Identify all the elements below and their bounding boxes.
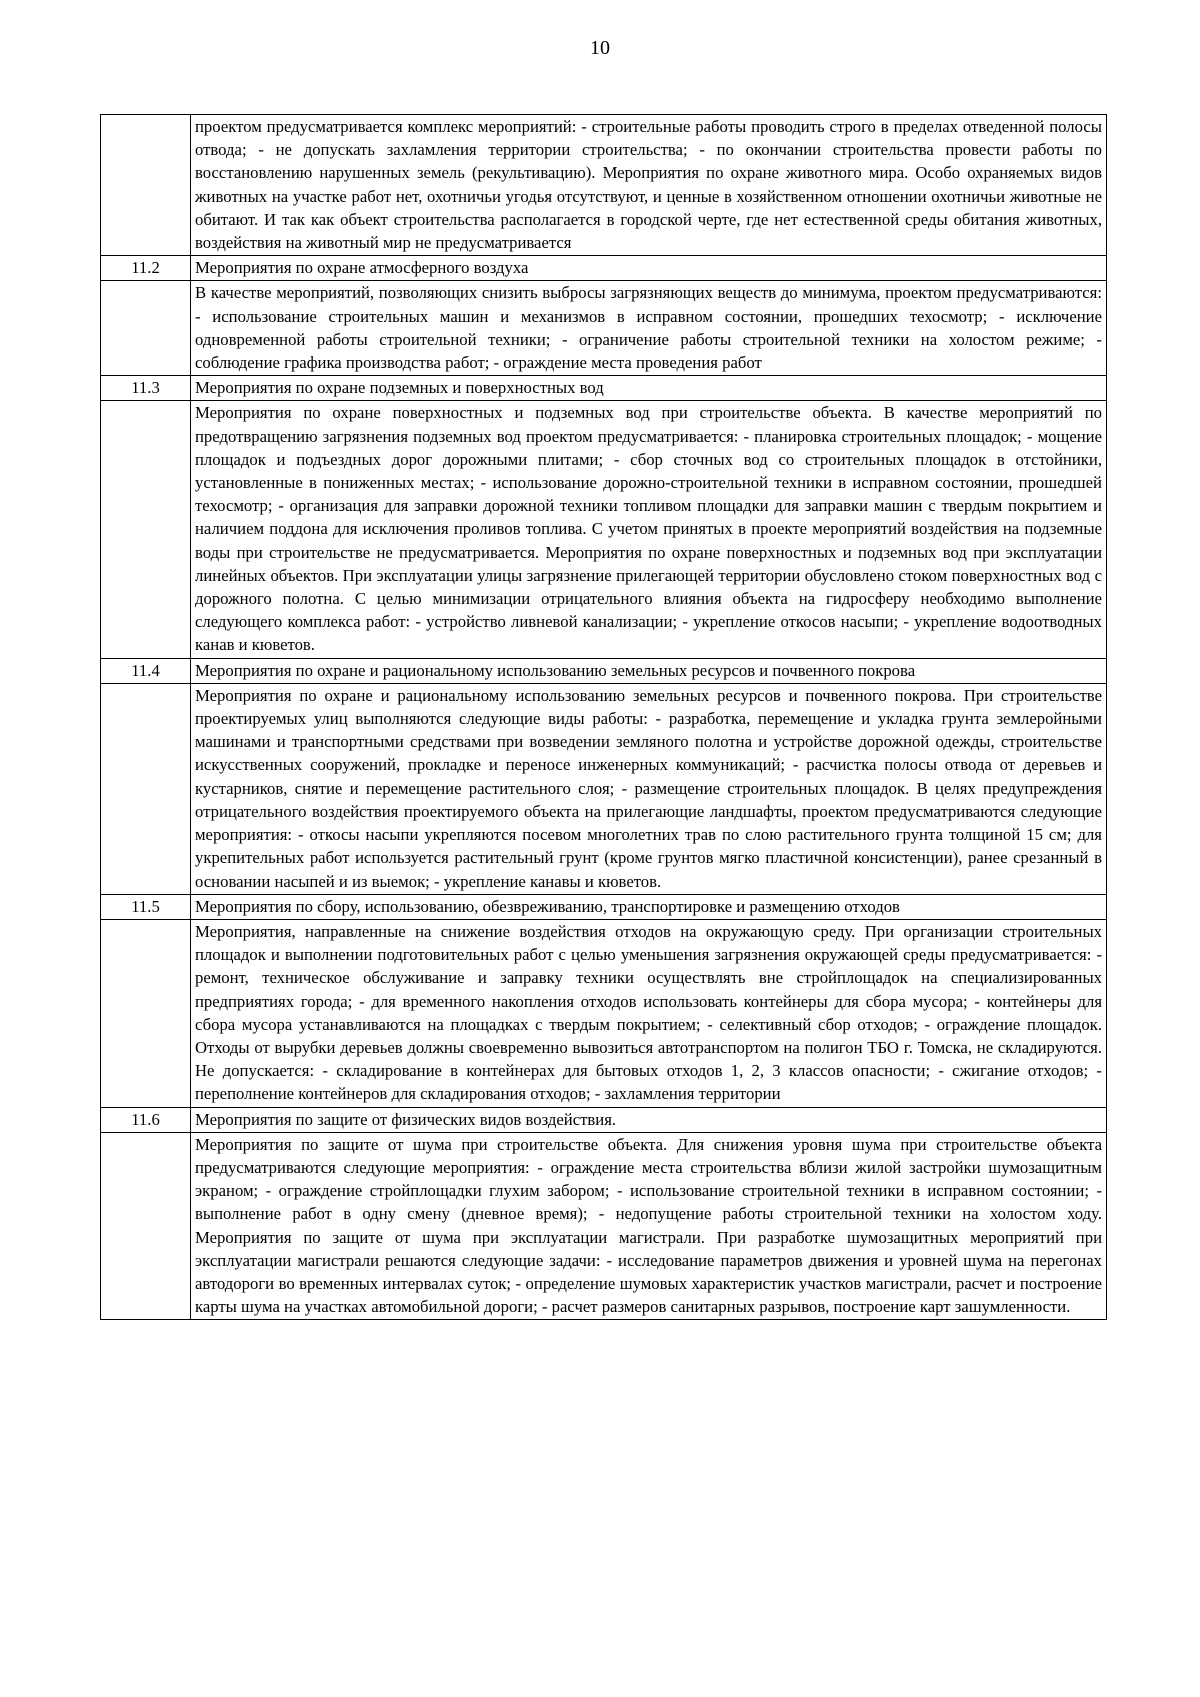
row-number: 11.5 <box>101 894 191 919</box>
measures-table <box>100 114 1107 1320</box>
row-number <box>101 281 191 376</box>
table-row <box>101 256 1107 281</box>
section-heading: Мероприятия по сбору, использованию, обезвреживанию, транспортировке и размещению отходов <box>191 894 1107 919</box>
section-heading: Мероприятия по защите от физических видов воздействия. <box>191 1107 1107 1132</box>
row-text: Мероприятия, направленные на снижение воздействия отходов на окружающую среду. При организации строительных площадок и выполнении подготовительных работ с целью уменьшения загрязнения окружающей среды предусматривается: - ремонт, техническое обслуживание и заправку техники осуществлять вне стройплощадок на специализированных предприятиях города; - для временного накопления отходов использовать контейнеры для сбора мусора; - контейнеры для сбора мусора устанавливаются на площадках с твердым покрытием; - селективный сбор отходов; - ограждение площадок. Отходы от вырубки деревьев должны своевременно вывозиться автотранспортом на полигон ТБО г. Томска, не складируются. Не допускается: - складирование в контейнерах для бытовых отходов 1, 2, 3 классов опасности; - сжигание отходов; - переполнение контейнеров для складирования отходов; - захламления территории <box>191 919 1107 1107</box>
row-number <box>101 683 191 894</box>
row-number <box>101 919 191 1107</box>
row-number: 11.3 <box>101 376 191 401</box>
row-number: 11.6 <box>101 1107 191 1132</box>
table-row <box>101 683 1107 894</box>
table-row <box>101 281 1107 376</box>
section-heading: Мероприятия по охране подземных и поверхностных вод <box>191 376 1107 401</box>
row-text: проектом предусматривается комплекс мероприятий: - строительные работы проводить строго в пределах отведенной полосы отвода; - не допускать захламления территории строительства; - по окончании строительства провести работы по восстановлению нарушенных земель (рекультивацию). Мероприятия по охране животного мира. Особо охраняемых видов животных на участке работ нет, охотничьи угодья отсутствуют, и ценные в хозяйственном отношении охотничьи животные не обитают. И так как объект строительства располагается в городской черте, где нет естественной среды обитания животных, воздействия на животный мир не предусматривается <box>191 115 1107 256</box>
table-row <box>101 919 1107 1107</box>
section-heading: Мероприятия по охране атмосферного воздуха <box>191 256 1107 281</box>
table-row <box>101 1107 1107 1132</box>
table-row <box>101 1132 1107 1320</box>
page-number: 10 <box>590 37 610 59</box>
row-number <box>101 401 191 658</box>
row-number <box>101 1132 191 1320</box>
table-row <box>101 376 1107 401</box>
row-number: 11.2 <box>101 256 191 281</box>
table-row <box>101 658 1107 683</box>
row-number <box>101 115 191 256</box>
row-text: Мероприятия по защите от шума при строительстве объекта. Для снижения уровня шума при строительстве объекта предусматриваются следующие мероприятия: - ограждение места строительства вблизи жилой застройки шумозащитным экраном; - ограждение стройплощадки глухим забором; - использование строительной техники в исправном состоянии; - выполнение работ в одну смену (дневное время); - недопущение работы строительной техники на холостом ходу. Мероприятия по защите от шума при эксплуатации магистрали. При разработке шумозащитных мероприятий при эксплуатации магистрали решаются следующие задачи: - исследование параметров движения и уровней шума на перегонах автодороги во временных интервалах суток; - определение шумовых характеристик участков магистрали, расчет и построение карты шума на участках автомобильной дороги; - расчет размеров санитарных разрывов, построение карт зашумленности. <box>191 1132 1107 1320</box>
row-text: В качестве мероприятий, позволяющих снизить выбросы загрязняющих веществ до минимума, проектом предусматриваются: - использование строительных машин и механизмов в исправном состоянии, прошедших техосмотр; - исключение одновременной работы строительной техники; - ограничение работы строительной техники на холостом режиме; - соблюдение графика производства работ; - ограждение места проведения работ <box>191 281 1107 376</box>
row-text: Мероприятия по охране и рациональному использованию земельных ресурсов и почвенного покрова. При строительстве проектируемых улиц выполняются следующие виды работы: - разработка, перемещение и укладка грунта землеройными машинами и транспортными средствами при возведении земляного полотна и устройстве дорожной одежды, строительстве искусственных сооружений, прокладке и переносе инженерных коммуникаций; - расчистка полосы отвода от деревьев и кустарников, снятие и перемещение растительного слоя; - размещение строительных площадок. В целях предупреждения отрицательного воздействия проектируемого объекта на прилегающие ландшафты, проектом предусматриваются следующие мероприятия: - откосы насыпи укрепляются посевом многолетних трав по слою растительного грунта толщиной 15 см; для укрепительных работ используется растительный грунт (кроме грунтов мягко пластичной консистенции), ранее срезанный в основании насыпей и из выемок; - укрепление канавы и кюветов. <box>191 683 1107 894</box>
section-heading: Мероприятия по охране и рациональному использованию земельных ресурсов и почвенного покрова <box>191 658 1107 683</box>
table-row <box>101 894 1107 919</box>
table-row <box>101 115 1107 256</box>
table-row <box>101 401 1107 658</box>
row-text: Мероприятия по охране поверхностных и подземных вод при строительстве объекта. В качестве мероприятий по предотвращению загрязнения подземных вод проектом предусматривается: - планировка строительных площадок; - мощение площадок и подъездных дорог дорожными плитами; - сбор сточных вод со строительных площадок в отстойники, установленные в пониженных местах; - использование дорожно-строительной техники в исправном состоянии, прошедшей техосмотр; - организация для заправки дорожной техники топливом площадки для заправки машин с твердым покрытием и наличием поддона для исключения проливов топлива. С учетом принятых в проекте мероприятий воздействия на подземные воды при строительстве не предусматривается. Мероприятия по охране поверхностных и подземных вод при эксплуатации линейных объектов. При эксплуатации улицы загрязнение прилегающей территории обусловлено стоком поверхностных вод с дорожного полотна. С целью минимизации отрицательного влияния объекта на гидросферу необходимо выполнение следующего комплекса работ: - устройство ливневой канализации; - укрепление откосов насыпи; - укрепление водоотводных канав и кюветов. <box>191 401 1107 658</box>
row-number: 11.4 <box>101 658 191 683</box>
